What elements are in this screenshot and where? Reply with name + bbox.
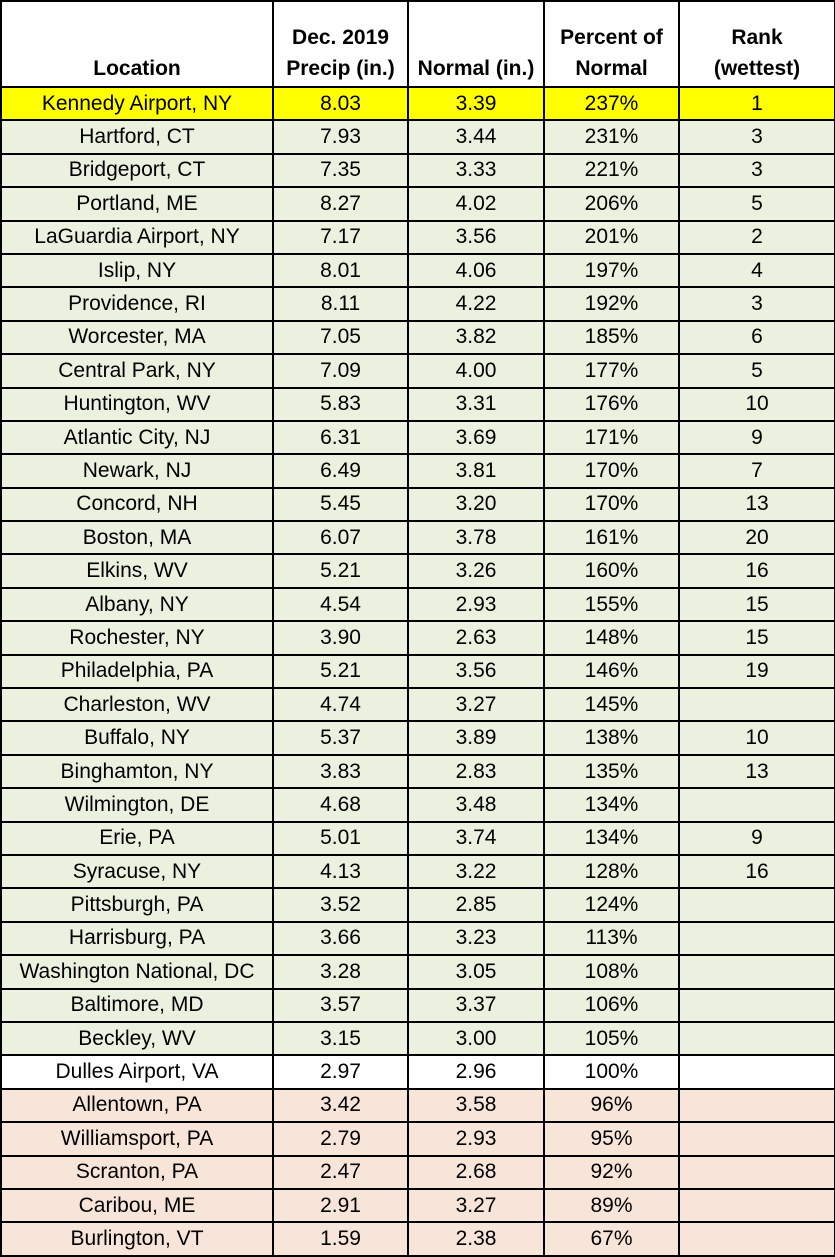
rank-cell	[679, 989, 835, 1022]
precip-cell: 3.66	[273, 922, 408, 955]
precip-cell: 5.45	[273, 488, 408, 521]
header-row	[1, 1, 835, 87]
location-cell: Concord, NH	[1, 488, 273, 521]
location-cell: Baltimore, MD	[1, 989, 273, 1022]
location-header	[1, 1, 273, 87]
normal-cell: 2.68	[408, 1156, 544, 1189]
location-cell: Hartford, CT	[1, 120, 273, 153]
normal-cell: 3.27	[408, 688, 544, 721]
percent-cell: 67%	[544, 1222, 679, 1255]
percent-cell: 113%	[544, 922, 679, 955]
percent-cell: 171%	[544, 421, 679, 454]
rank-cell: 5	[679, 187, 835, 220]
percent-cell: 231%	[544, 120, 679, 153]
precip-cell: 7.93	[273, 120, 408, 153]
normal-cell: 3.33	[408, 154, 544, 187]
normal-cell: 4.06	[408, 254, 544, 287]
normal-cell: 4.02	[408, 187, 544, 220]
normal-cell: 3.20	[408, 488, 544, 521]
rank-cell	[679, 1122, 835, 1155]
precip-cell: 3.52	[273, 888, 408, 921]
precip-cell: 8.27	[273, 187, 408, 220]
percent-cell: 106%	[544, 989, 679, 1022]
normal-cell: 3.82	[408, 321, 544, 354]
table-row	[1, 521, 835, 554]
table-row	[1, 287, 835, 320]
rank-cell: 5	[679, 354, 835, 387]
location-cell: Bridgeport, CT	[1, 154, 273, 187]
location-cell: Beckley, WV	[1, 1022, 273, 1055]
precip-cell: 5.83	[273, 388, 408, 421]
rank-cell	[679, 888, 835, 921]
location-cell: Albany, NY	[1, 588, 273, 621]
normal-cell: 3.44	[408, 120, 544, 153]
precip-cell: 2.97	[273, 1055, 408, 1088]
table-row	[1, 655, 835, 688]
rank-cell: 10	[679, 388, 835, 421]
location-cell: Binghamton, NY	[1, 755, 273, 788]
precip-cell: 7.09	[273, 354, 408, 387]
percent-cell: 100%	[544, 1055, 679, 1088]
normal-cell: 2.96	[408, 1055, 544, 1088]
percent-cell: 161%	[544, 521, 679, 554]
location-cell: Huntington, WV	[1, 388, 273, 421]
rank-cell: 16	[679, 554, 835, 587]
precip-cell: 8.03	[273, 87, 408, 120]
location-cell: Dulles Airport, VA	[1, 1055, 273, 1088]
precip-cell: 5.21	[273, 554, 408, 587]
precip-cell: 2.91	[273, 1189, 408, 1222]
rank-cell: 9	[679, 822, 835, 855]
rank-cell	[679, 788, 835, 821]
normal-cell: 2.85	[408, 888, 544, 921]
rank-cell	[679, 1089, 835, 1122]
percent-cell: 134%	[544, 822, 679, 855]
precip-cell: 6.07	[273, 521, 408, 554]
percent-cell: 155%	[544, 588, 679, 621]
normal-cell: 2.38	[408, 1222, 544, 1255]
normal-cell: 3.31	[408, 388, 544, 421]
location-cell: Providence, RI	[1, 287, 273, 320]
table-row	[1, 388, 835, 421]
table-row	[1, 454, 835, 487]
normal-cell: 2.93	[408, 588, 544, 621]
precip-cell: 5.21	[273, 655, 408, 688]
location-cell: Philadelphia, PA	[1, 655, 273, 688]
location-cell: Atlantic City, NJ	[1, 421, 273, 454]
precip-header-line2: Precip (in.)	[286, 57, 395, 80]
location-cell: Kennedy Airport, NY	[1, 87, 273, 120]
rank-cell: 3	[679, 120, 835, 153]
table-row	[1, 1122, 835, 1155]
precip-cell: 7.05	[273, 321, 408, 354]
location-cell: Caribou, ME	[1, 1189, 273, 1222]
table-row	[1, 488, 835, 521]
table-body	[1, 87, 835, 1256]
location-cell: Scranton, PA	[1, 1156, 273, 1189]
precip-header-line1: Dec. 2019	[292, 26, 389, 49]
rank-cell: 15	[679, 621, 835, 654]
precip-cell: 8.01	[273, 254, 408, 287]
percent-header-line2: Normal	[575, 57, 648, 80]
normal-cell: 3.56	[408, 655, 544, 688]
location-cell: Charleston, WV	[1, 688, 273, 721]
precip-header	[273, 1, 408, 87]
table-row	[1, 554, 835, 587]
percent-cell: 201%	[544, 221, 679, 254]
rank-cell	[679, 955, 835, 988]
normal-cell: 3.37	[408, 989, 544, 1022]
percent-cell: 124%	[544, 888, 679, 921]
table-row	[1, 1189, 835, 1222]
precip-cell: 5.37	[273, 721, 408, 754]
table-row	[1, 221, 835, 254]
table-row	[1, 1055, 835, 1088]
table-row	[1, 254, 835, 287]
table-row	[1, 955, 835, 988]
location-cell: Harrisburg, PA	[1, 922, 273, 955]
normal-cell: 3.89	[408, 721, 544, 754]
normal-cell: 3.74	[408, 822, 544, 855]
rank-header	[679, 1, 835, 87]
percent-cell: 221%	[544, 154, 679, 187]
rank-cell: 15	[679, 588, 835, 621]
percent-cell: 135%	[544, 755, 679, 788]
table-row	[1, 1089, 835, 1122]
normal-cell: 3.56	[408, 221, 544, 254]
location-cell: Islip, NY	[1, 254, 273, 287]
table-row	[1, 755, 835, 788]
precip-cell: 6.49	[273, 454, 408, 487]
rank-cell: 2	[679, 221, 835, 254]
percent-cell: 177%	[544, 354, 679, 387]
location-cell: Burlington, VT	[1, 1222, 273, 1255]
table-row	[1, 87, 835, 120]
rank-cell: 13	[679, 755, 835, 788]
normal-cell: 3.05	[408, 955, 544, 988]
rank-cell: 3	[679, 154, 835, 187]
percent-cell: 197%	[544, 254, 679, 287]
normal-cell: 3.48	[408, 788, 544, 821]
percent-cell: 146%	[544, 655, 679, 688]
table-row	[1, 321, 835, 354]
normal-cell: 3.23	[408, 922, 544, 955]
precip-cell: 4.68	[273, 788, 408, 821]
location-cell: Portland, ME	[1, 187, 273, 220]
precip-cell: 3.57	[273, 989, 408, 1022]
location-cell: Pittsburgh, PA	[1, 888, 273, 921]
precip-cell: 5.01	[273, 822, 408, 855]
percent-cell: 138%	[544, 721, 679, 754]
table-row	[1, 421, 835, 454]
location-cell: Washington National, DC	[1, 955, 273, 988]
location-header-label: Location	[93, 57, 181, 80]
precip-cell: 3.15	[273, 1022, 408, 1055]
normal-cell: 3.78	[408, 521, 544, 554]
location-cell: Williamsport, PA	[1, 1122, 273, 1155]
precip-cell: 7.35	[273, 154, 408, 187]
location-cell: Worcester, MA	[1, 321, 273, 354]
rank-cell: 9	[679, 421, 835, 454]
precip-cell: 2.47	[273, 1156, 408, 1189]
precip-cell: 3.28	[273, 955, 408, 988]
rank-cell: 13	[679, 488, 835, 521]
percent-cell: 160%	[544, 554, 679, 587]
normal-cell: 4.22	[408, 287, 544, 320]
rank-cell	[679, 922, 835, 955]
table-row	[1, 721, 835, 754]
rank-cell	[679, 1189, 835, 1222]
table-row	[1, 922, 835, 955]
normal-cell: 2.63	[408, 621, 544, 654]
precip-cell: 1.59	[273, 1222, 408, 1255]
location-cell: Wilmington, DE	[1, 788, 273, 821]
table-row	[1, 822, 835, 855]
normal-cell: 3.81	[408, 454, 544, 487]
percent-cell: 89%	[544, 1189, 679, 1222]
rank-cell: 3	[679, 287, 835, 320]
table-row	[1, 621, 835, 654]
precip-cell: 8.11	[273, 287, 408, 320]
rank-header-line1: Rank	[731, 26, 783, 49]
normal-cell: 3.39	[408, 87, 544, 120]
table-row	[1, 1222, 835, 1255]
percent-cell: 108%	[544, 955, 679, 988]
rank-cell	[679, 688, 835, 721]
location-cell: Newark, NJ	[1, 454, 273, 487]
normal-cell: 2.93	[408, 1122, 544, 1155]
precip-cell: 2.79	[273, 1122, 408, 1155]
table-row	[1, 855, 835, 888]
percent-cell: 128%	[544, 855, 679, 888]
location-cell: Buffalo, NY	[1, 721, 273, 754]
location-cell: Erie, PA	[1, 822, 273, 855]
location-cell: LaGuardia Airport, NY	[1, 221, 273, 254]
precip-cell: 4.54	[273, 588, 408, 621]
table-row	[1, 187, 835, 220]
table-row	[1, 888, 835, 921]
rank-cell	[679, 1022, 835, 1055]
percent-cell: 185%	[544, 321, 679, 354]
normal-header	[408, 1, 544, 87]
normal-cell: 3.26	[408, 554, 544, 587]
percent-cell: 134%	[544, 788, 679, 821]
percent-header-line1: Percent of	[560, 26, 663, 49]
rank-cell: 16	[679, 855, 835, 888]
rank-cell: 6	[679, 321, 835, 354]
normal-header-label: Normal (in.)	[417, 57, 535, 80]
normal-cell: 3.69	[408, 421, 544, 454]
location-cell: Syracuse, NY	[1, 855, 273, 888]
normal-cell: 3.22	[408, 855, 544, 888]
table-row	[1, 989, 835, 1022]
rank-header-line2: (wettest)	[713, 57, 801, 80]
precip-cell: 3.42	[273, 1089, 408, 1122]
location-cell: Allentown, PA	[1, 1089, 273, 1122]
precip-cell: 6.31	[273, 421, 408, 454]
precip-cell: 3.83	[273, 755, 408, 788]
precip-cell: 3.90	[273, 621, 408, 654]
precip-cell: 4.74	[273, 688, 408, 721]
table-row	[1, 588, 835, 621]
location-cell: Rochester, NY	[1, 621, 273, 654]
percent-cell: 105%	[544, 1022, 679, 1055]
percent-cell: 148%	[544, 621, 679, 654]
table-row	[1, 120, 835, 153]
percent-cell: 95%	[544, 1122, 679, 1155]
rank-cell: 7	[679, 454, 835, 487]
rank-cell	[679, 1055, 835, 1088]
table-row	[1, 354, 835, 387]
rank-cell: 1	[679, 87, 835, 120]
normal-cell: 3.00	[408, 1022, 544, 1055]
precip-cell: 4.13	[273, 855, 408, 888]
percent-cell: 92%	[544, 1156, 679, 1189]
percent-cell: 237%	[544, 87, 679, 120]
percent-cell: 96%	[544, 1089, 679, 1122]
normal-cell: 4.00	[408, 354, 544, 387]
precip-cell: 7.17	[273, 221, 408, 254]
percent-cell: 170%	[544, 488, 679, 521]
percent-cell: 145%	[544, 688, 679, 721]
table-row	[1, 688, 835, 721]
percent-cell: 176%	[544, 388, 679, 421]
rank-cell: 19	[679, 655, 835, 688]
rank-cell: 10	[679, 721, 835, 754]
normal-cell: 2.83	[408, 755, 544, 788]
rank-cell: 4	[679, 254, 835, 287]
percent-cell: 192%	[544, 287, 679, 320]
percent-header	[544, 1, 679, 87]
location-cell: Boston, MA	[1, 521, 273, 554]
location-cell: Elkins, WV	[1, 554, 273, 587]
normal-cell: 3.27	[408, 1189, 544, 1222]
rank-cell	[679, 1222, 835, 1255]
table-row	[1, 154, 835, 187]
table-row	[1, 788, 835, 821]
location-cell: Central Park, NY	[1, 354, 273, 387]
normal-cell: 3.58	[408, 1089, 544, 1122]
table-row	[1, 1156, 835, 1189]
percent-cell: 206%	[544, 187, 679, 220]
table-row	[1, 1022, 835, 1055]
percent-cell: 170%	[544, 454, 679, 487]
rank-cell: 20	[679, 521, 835, 554]
rank-cell	[679, 1156, 835, 1189]
